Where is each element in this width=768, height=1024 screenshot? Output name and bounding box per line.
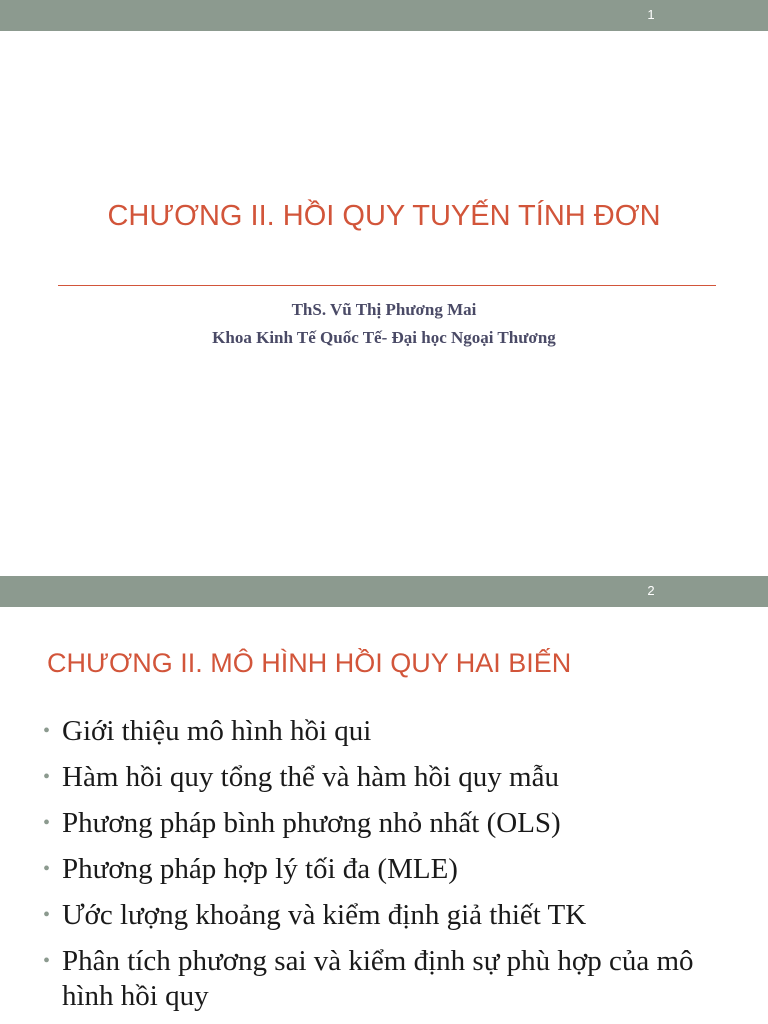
bullet-item xyxy=(43,852,733,887)
slide-number: 1 xyxy=(647,7,655,22)
author-name: ThS. Vũ Thị Phương Mai xyxy=(291,300,477,319)
author-affiliation: Khoa Kinh Tế Quốc Tế- Đại học Ngoại Thương xyxy=(212,328,556,347)
bullet-icon: • xyxy=(43,904,51,926)
slide-header-bar xyxy=(0,0,768,31)
title-divider xyxy=(58,285,716,286)
bullet-list xyxy=(43,714,733,1024)
slide-2 xyxy=(0,576,768,1024)
bullet-text: Hàm hồi quy tổng thể và hàm hồi quy mẫu xyxy=(62,761,559,793)
bullet-item xyxy=(43,944,733,1014)
bullet-text: Phương pháp bình phương nhỏ nhất (OLS) xyxy=(62,807,561,839)
bullet-item xyxy=(43,898,733,933)
bullet-text: Ước lượng khoảng và kiểm định giả thiết TK xyxy=(62,899,587,931)
slide-number: 2 xyxy=(647,583,655,598)
slide-title: CHƯƠNG II. HỒI QUY TUYẾN TÍNH ĐƠN xyxy=(107,200,661,232)
bullet-icon: • xyxy=(43,720,51,742)
bullet-text: Phân tích phương sai và kiểm định sự phù hợp của mô hình hồi quy xyxy=(62,945,694,1012)
bullet-item xyxy=(43,714,733,749)
bullet-text: Phương pháp hợp lý tối đa (MLE) xyxy=(62,853,458,885)
bullet-icon: • xyxy=(43,858,51,880)
bullet-item xyxy=(43,806,733,841)
bullet-item xyxy=(43,760,733,795)
slide-header-bar xyxy=(0,576,768,607)
bullet-text: Giới thiệu mô hình hồi qui xyxy=(62,715,372,747)
slide-title: CHƯƠNG II. MÔ HÌNH HỒI QUY HAI BIẾN xyxy=(47,648,572,678)
bullet-icon: • xyxy=(43,812,51,834)
bullet-icon: • xyxy=(43,950,51,972)
bullet-icon: • xyxy=(43,766,51,788)
